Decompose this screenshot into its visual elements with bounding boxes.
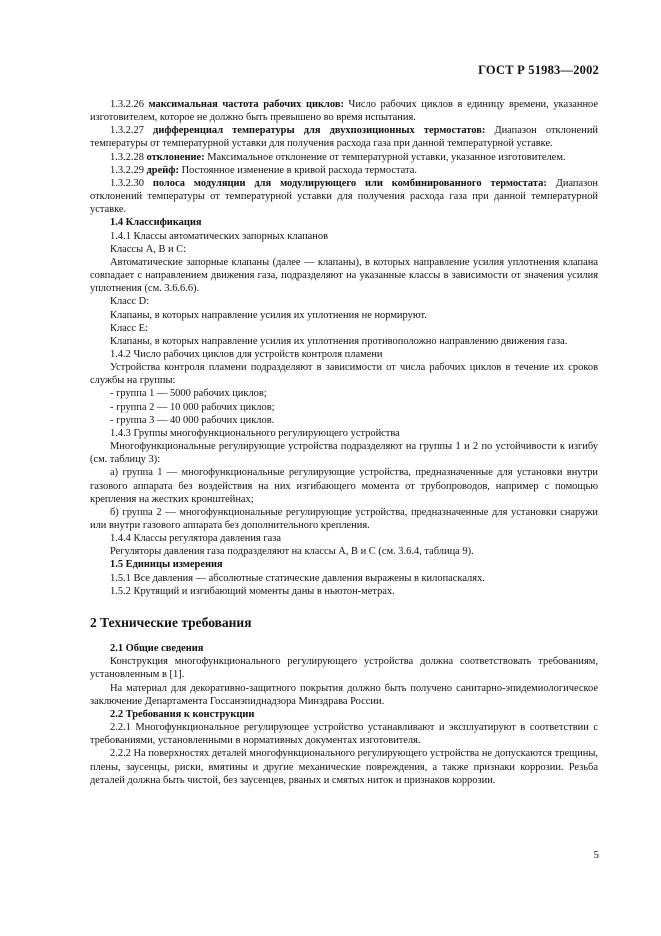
page-number: 5 (593, 849, 599, 861)
paragraph: 2.2.2 На поверхностях деталей многофункционального регулирующего устройства не допускаются трещины, плены, заусенцы, риски, вмятины и другие механические повреждения, а также признаки коррозии. Резьба деталей должна быть чистой, без заусенцев, рваных и смятых ниток и признаков коррозии. (90, 748, 598, 786)
term: полоса модуляции для модулирующего или комбинированного термостата: (152, 177, 547, 189)
paragraph: 1.4.1 Классы автоматических запорных клапанов (110, 230, 329, 242)
term: дрейф: (146, 164, 179, 176)
paragraph: 1.5.2 Крутящий и изгибающий моменты даны в ньютон-метрах. (110, 585, 395, 597)
definition-1-3-2-27: 1.3.2.27 дифференциал температуры для двухпозиционных термостатов: Диапазон отклонений температуры от температурной уставки для получения расхода газа при данной температурной уставке. (90, 125, 598, 150)
paragraph: 1.4.3 Группы многофункционального регулирующего устройства (110, 427, 400, 439)
paragraph: Устройства контроля пламени подразделяют в зависимости от числа рабочих циклов в течение их сроков службы на группы: (90, 362, 598, 387)
paragraph: На материал для декоративно-защитного покрытия должно быть получено санитарно-эпидемиологическое заключение Департамента Госсанэпиднадзора Минздрава России. (90, 682, 598, 707)
section-heading-1-4: 1.4 Классификация (110, 217, 202, 229)
paragraph: Регуляторы давления газа подразделяют на классы А, В и С (см. 3.6.4, таблица 9). (110, 546, 474, 558)
paragraph: а) группа 1 — многофункциональные регулирующие устройства, предназначенные для установки внутри газового аппарата без воздействия на них изгибающего момента от трубопроводов, например с помощью крепления на жестких кронштейнах; (90, 467, 598, 505)
paragraph: Класс D: (110, 296, 150, 308)
paragraph: 1.4.4 Классы регулятора давления газа (110, 533, 282, 545)
definition-1-3-2-26: 1.3.2.26 максимальная частота рабочих циклов: Число рабочих циклов в единицу времени, указанное изготовителем, которое не должно быть превышено во время испытания. (90, 99, 599, 124)
section-heading-2-1: 2.1 Общие сведения (110, 643, 204, 655)
paragraph: 2.2.1 Многофункциональное регулирующее устройство устанавливают и эксплуатируют в соответствии с требованиями, установленными в нормативных документах изготовителя. (90, 722, 598, 747)
chapter-heading-2: 2 Технические требования (90, 614, 252, 630)
paragraph: Клапаны, в которых направление усилия их уплотнения не нормируют. (110, 309, 427, 321)
paragraph: 1.4.2 Число рабочих циклов для устройств контроля пламени (110, 348, 383, 360)
document-header: ГОСТ Р 51983—2002 (478, 63, 599, 77)
paragraph: Классы А, В и С: (110, 243, 187, 255)
list-item: - группа 2 — 10 000 рабочих циклов; (110, 401, 275, 413)
paragraph: б) группа 2 — многофункциональные регулирующие устройства, предназначенные для установки снаружи или внутри газового аппарата без дополнительного крепления. (90, 506, 598, 531)
term: отклонение: (146, 151, 205, 163)
paragraph: 1.5.1 Все давления — абсолютные статические давления выражены в килопаскалях. (110, 572, 485, 584)
definition-1-3-2-30: 1.3.2.30 полоса модуляции для модулирующего или комбинированного термостата: Диапазон отклонений температуры от температурной уставки для получения расхода газа при данной температурной уставке. (90, 177, 599, 216)
paragraph: Автоматические запорные клапаны (далее — клапаны), в которых направление усилия уплотнения клапана совпадает с направлением движения газа, подразделяют на указанные классы в зависимости от значения усилия уплотнения (см. 3.6.6.6). (90, 256, 598, 295)
page-content (90, 98, 598, 787)
term: максимальная частота рабочих циклов: (148, 99, 344, 110)
definition-1-3-2-28: 1.3.2.28 отклонение: Максимальное отклонение от температурной уставки, указанное изготовителем. (110, 151, 566, 163)
paragraph: Многофункциональные регулирующие устройства подразделяют на группы 1 и 2 по устойчивости к изгибу (см. таблицу 3): (90, 441, 598, 466)
definition-1-3-2-29: 1.3.2.29 дрейф: Постоянное изменение в кривой расхода термостата. (110, 164, 417, 176)
list-item: - группа 3 — 40 000 рабочих циклов. (110, 414, 275, 426)
paragraph: Конструкция многофункционального регулирующего устройства должна соответствовать требованиям, установленным в [1]. (90, 656, 598, 681)
paragraph: Клапаны, в которых направление усилия их уплотнения противоположно направлению движения газа. (110, 335, 568, 347)
section-heading-1-5: 1.5 Единицы измерения (110, 559, 223, 571)
term: дифференциал температуры для двухпозиционных термостатов: (153, 125, 486, 137)
section-heading-2-2: 2.2 Требования к конструкции (110, 708, 255, 720)
paragraph: Класс Е: (110, 322, 148, 334)
list-item: - группа 1 — 5000 рабочих циклов; (110, 388, 267, 400)
